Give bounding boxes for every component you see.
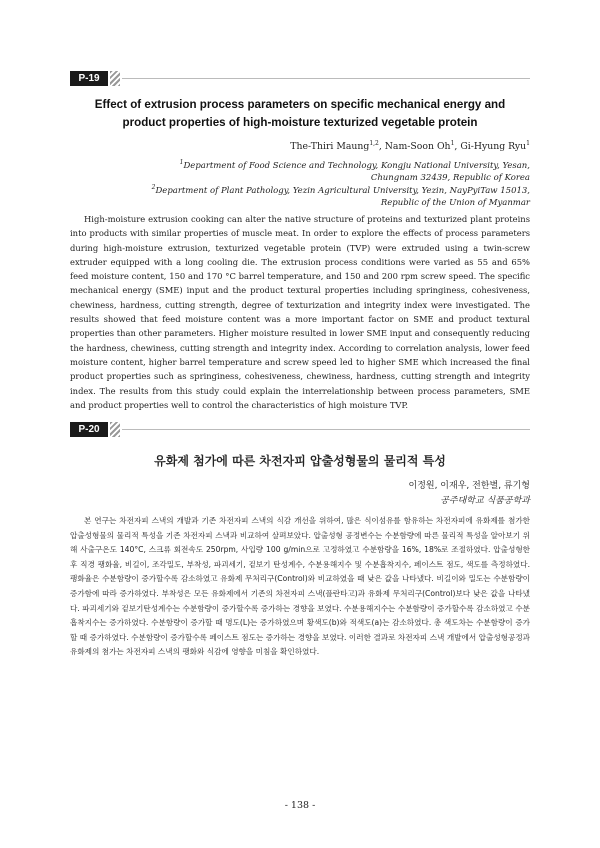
affiliation-korean: 공주대학교 식품공학과 xyxy=(440,496,530,506)
paper-title xyxy=(70,96,530,132)
affil-line: Chungnam 32439, Republic of Korea xyxy=(370,173,530,184)
header-rule xyxy=(122,429,530,430)
poster-badge: P-20 xyxy=(70,422,108,437)
page-number: - 138 - xyxy=(284,800,316,811)
badge-stripes xyxy=(110,422,120,437)
author-name: Gi-Hyung Ryu xyxy=(460,141,527,153)
affil-line: Republic of the Union of Myanmar xyxy=(380,198,530,209)
author-sup: 1 xyxy=(450,140,455,147)
title-line-1: Effect of extrusion process parameters on specific mechanical energy and xyxy=(94,98,506,111)
affil-sup: 1 xyxy=(179,159,184,166)
affil-line: Department of Food Science and Technology, Kongju National University, Yesan, xyxy=(183,160,530,171)
poster-badge: P-19 xyxy=(70,71,108,86)
affil-line: Department of Plant Pathology, Yezin Agricultural University, Yezin, NayPyiTaw 15013, xyxy=(155,185,530,196)
author-name: Nam-Soon Oh xyxy=(384,141,451,153)
affil-sup: 2 xyxy=(151,184,156,191)
badge-stripes xyxy=(110,71,120,86)
author-sup: 1 xyxy=(526,140,530,147)
section-header-p19 xyxy=(70,71,530,86)
section-header-p20 xyxy=(70,422,530,437)
author-list-korean: 이정원, 이재우, 전한별, 류기형 xyxy=(408,481,530,491)
header-rule xyxy=(122,78,530,79)
paper-title-korean: 유화제 첨가에 따른 차전자피 압출성형물의 물리적 특성 xyxy=(154,454,446,468)
abstract-text-korean: 본 연구는 차전자피 스낵의 개발과 기존 차전자피 스낵의 식감 개선을 위하여, 많은 식이섬유를 함유하는 차전자피에 유화제를 첨가한 압출성형물의 물리적 특성을 기존 차전자피 스낵과 비교하여 살펴보았다. 압출성형 공정변수는 수분함량에 따른 물리적 특성을 알아보기 위해 사출구온도 140°C, 스크류 회전속도 250rpm, 사입량 100 g/min으로 고정하였고 수분함량을 16%, 18%로 조절하였다. 압출성형한 후 직경 팽화율, 비길이, 조각밀도, 부착성, 파괴세기, 겉보기 탄성계수, 수분용해지수 및 수분흡착지수, 페이스트 점도, 색도를 측정하였다. 팽화율은 수분함량이 증가할수록 감소하였고 유화제 무처리구(Control)와 비교하였을 때 낮은 값을 나타냈다. 비길이와 밀도는 수분함량이 증가함에 따라 증가하였다. 부착성은 모든 유화제에서 기존의 차전자피 스낵(플란타고)과 유화제 무처리구(Control)보다 낮은 값을 나타냈다. 파괴세기와 겉보기탄성계수는 수분함량이 증가할수록 증가하는 경향을 보였다. 수분용해지수는 수분함량이 증가할수록 감소하였고 수분 흡착지수는 증가하였다. 수분함량이 증가할 때 명도(L)는 증가하였으며 황색도(b)와 적색도(a)는 감소하였다. 총 색도차는 수분함량이 증가할 때 증가하였다. 수분함량이 증가할수록 페이스트 점도는 증가하는 경향을 보였다. 이러한 결과로 차전자피 스낵 개발에서 압출성형공정과 유화제의 첨가는 차전자피 스낵의 팽화와 식감에 영향을 미침을 확인하였다. xyxy=(70,516,530,657)
author-list: The-Thiri Maung$^{1,2}$, Nam-Soon Oh$^1$, Gi-Hyung Ryu$^1$ xyxy=(290,140,530,153)
affiliation-2 xyxy=(110,182,530,210)
title-line-2: product properties of high-moisture texturized vegetable protein xyxy=(122,116,478,129)
abstract-text: High-moisture extrusion cooking can alter the native structure of proteins and texturized plant proteins into products with similar properties of muscle meat. In order to explore the effects of process parameters during high-moisture extrusion, texturized vegetable protein (TVP) were extruded using a twin-screw extruder equipped with a long cooling die. The extrusion process conditions were varied as 55 and 65% feed moisture content, 150 and 170 °C barrel temperature, and 150 and 200 rpm screw speed. The specific mechanical energy (SME) input and the product textural properties including springiness, cohesiveness, chewiness, hardness, cutting strength, degree of texturization and integrity index were investigated. The results showed that feed moisture content was a more important factor on SME and product textural properties than other parameters. Higher moisture resulted in lower SME input and consequently reducing the hardness, chewiness, cutting strength and integrity index. According to correlation analysis, lower feed moisture content, higher barrel temperature and screw speed led to higher SME which increased the final product properties such as springiness, cohesiveness, chewiness, hardness, cutting strength and integrity index. The results from this study could explain the interrelationship between process parameters, SME and product properties well to control the characteristics of high moisture TVP. xyxy=(70,214,530,410)
author-sup: 1,2 xyxy=(369,140,379,147)
author-name: The-Thiri Maung xyxy=(290,141,370,153)
affiliation-1 xyxy=(110,157,530,185)
